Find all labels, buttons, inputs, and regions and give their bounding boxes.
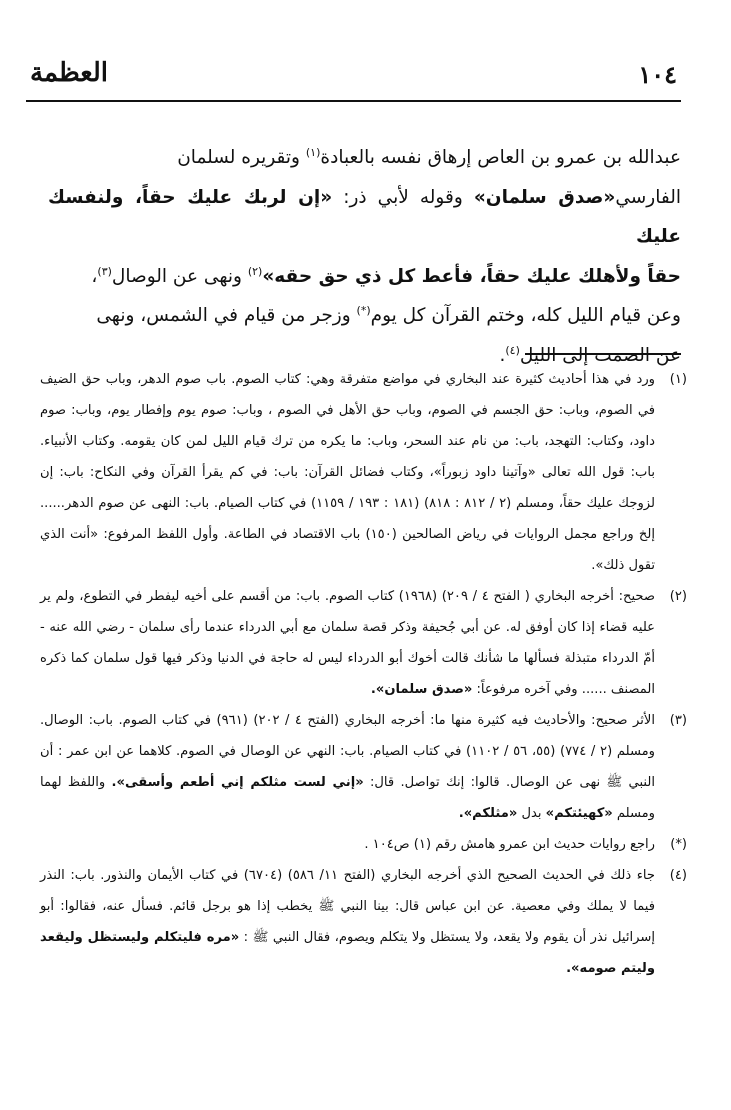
bold-quote: «صدق سلمان»	[473, 186, 616, 208]
footnote	[40, 860, 687, 984]
bold-quote: «إن لربك عليك حقاً، ولنفسك عليك	[48, 186, 681, 247]
text-run: عن الصمت إلى الليل	[519, 344, 681, 366]
body-line	[48, 257, 681, 297]
bold-quote: «إني لست مثلكم إني أطعم وأسقى».	[111, 775, 364, 790]
footnote-marker: (*)	[670, 837, 687, 852]
running-title: العظمة	[30, 58, 108, 88]
main-text	[48, 138, 681, 375]
footnote-marker: (٣)	[669, 713, 687, 728]
bold-quote: حقاً ولأهلك عليك حقاً، فأعط كل ذي حق حقه»	[262, 265, 681, 287]
text-run: وتقريره لسلمان	[177, 147, 306, 168]
text-run: صحيح: أخرجه البخاري ( الفتح ٤ / ٢٠٩) (١٩٦٨) كتاب الصوم. باب: من أقسم على أخيه ليفطر في التطوع، ولم ير عليه قضاء إذا كان أوفق له. عن أبي جُحيفة وذكر قصة سلمان مع أبي الدرداء عندما رأى سلمان - رضي الله عنه - أمّ الدرداء متبذلة فسألها ما شأنك قالت أخوك أبو الدرداء ليس له حاجة في الدنيا وذكر فيها قول سلمان كما ذكره المصنف ...... وفي آخره مرفوعاً:	[40, 589, 655, 697]
body-line	[48, 138, 681, 178]
footnote	[40, 581, 687, 705]
body-line	[48, 178, 681, 257]
bold-quote: «مثلكم».	[458, 806, 518, 821]
text-run: وزجر من قيام في الشمس، ونهى	[96, 305, 357, 326]
text-run: .	[499, 344, 506, 366]
footnote-marker: (٤)	[669, 868, 687, 883]
footnote-reference: (٢)	[247, 264, 263, 278]
page-header	[26, 58, 681, 102]
text-run: عبدالله بن عمرو بن العاص إرهاق نفسه بالعبادة	[320, 147, 681, 168]
footnote-marker: (١)	[669, 372, 687, 387]
text-run: الأثر صحيح: والأحاديث فيه كثيرة منها ما: أخرجه البخاري (الفتح ٤ / ٢٠٢) (٩٦١) في كتاب الصوم. باب: الوصال. ومسلم (٢ / ٧٧٤) (٥٥، ٥٦ / ١١٠٢) في كتاب الصيام. باب: النهي عن الوصال في الصوم. كلاهما عن ابن عمر : أن النبي ﷺ نهى عن الوصال. قالوا: إنك تواصل. قال:	[40, 713, 655, 790]
text-run: واللفظ لهما ومسلم	[40, 775, 655, 821]
footnote-reference: (٣)	[97, 264, 112, 278]
text-run: ونهى عن الوصال	[111, 265, 248, 287]
text-run: الفارسي	[615, 186, 681, 208]
footnote-reference: (*)	[356, 303, 371, 317]
footnote	[40, 829, 687, 860]
footnote-marker: (٢)	[669, 589, 687, 604]
footnote	[40, 364, 687, 581]
footnote-reference: (١)	[305, 145, 321, 159]
text-run: راجع روايات حديث ابن عمرو هامش رقم (١) ص١٠٤ .	[364, 837, 655, 852]
text-run: وقوله لأبي ذر:	[332, 186, 474, 208]
text-run: وعن قيام الليل كله، وختم القرآن كل يوم	[370, 305, 681, 326]
text-run: ،	[91, 265, 98, 287]
footnotes	[40, 364, 687, 984]
text-run: ورد في هذا أحاديث كثيرة عند البخاري في مواضع متفرقة وهي: كتاب الصوم. باب صوم الدهر، وباب حق الضيف في الصوم، وباب: حق الجسم في الصوم، وباب حق الأهل في الصوم ، وباب: صوم يوم وإفطار يوم، وباب: صوم داود، وكتاب: التهجد، باب: من نام عند السحر، وباب: ما يكره من ترك قيام الليل لمن كان يقومه. وكتاب الأنبياء. باب: قول الله تعالى «وآتينا داود زبوراً»، وكتاب فضائل القرآن: باب: في كم يقرأ القرآن وفي النكاح: باب: إن لزوجك عليك حقاً، ومسلم (٢ / ٨١٢ : ٨١٨) (١٨١ : ١٩٣ / ١١٥٩) في كتاب الصيام. باب: النهى عن صوم الدهر...... إلخ وراجع مجمل الروايات في رياض الصالحين (١٥٠) باب الاقتصاد في الطاعة. وأول اللفظ المرفوع: «أنت الذي تقول ذلك».	[40, 372, 655, 573]
body-line	[48, 296, 681, 336]
bold-quote: «مره فليتكلم وليستظل وليقعد وليتم صومه».	[40, 930, 655, 976]
footnote	[40, 705, 687, 829]
footnote-divider	[525, 353, 681, 355]
bold-quote: «كهيئتكم»	[545, 806, 613, 821]
text-run: بدل	[517, 806, 546, 821]
bold-quote: «صدق سلمان».	[370, 682, 473, 697]
text-run: جاء ذلك في الحديث الصحيح الذي أخرجه البخاري (الفتح ١١/ ٥٨٦) (٦٧٠٤) في كتاب الأيمان والنذور. باب: النذر فيما لا يملك وفي معصية. عن ابن عباس قال: بينا النبي ﷺ يخطب إذا هو برجل قائم. فسأل عنه، فقالوا: أبو إسرائيل نذر أن يقوم ولا يقعد، ولا يستظل ولا يتكلم ويصوم، فقال النبي ﷺ :	[40, 868, 655, 945]
page-number: ١٠٤	[638, 60, 677, 89]
footnote-reference: (٤)	[505, 343, 520, 357]
